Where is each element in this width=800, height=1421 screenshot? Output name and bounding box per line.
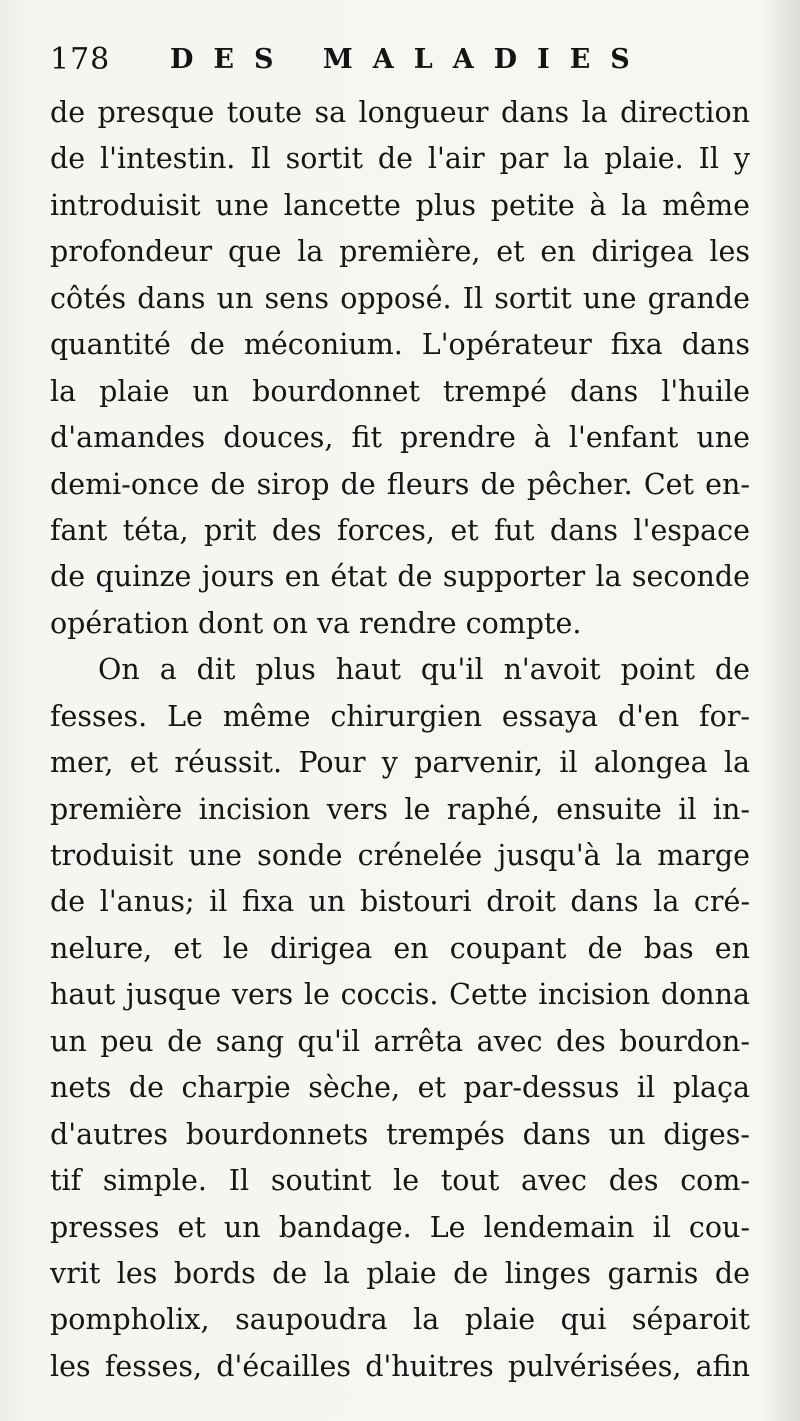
text-line: la plaie un bourdonnet trempé dans l'huile: [50, 374, 750, 408]
text-line: On a dit plus haut qu'il n'avoit point de: [98, 653, 750, 687]
text-line: les fesses, d'écailles d'huitres pulvérisées, afin: [50, 1349, 750, 1383]
text-line: côtés dans un sens opposé. Il sortit une grande: [50, 281, 750, 315]
text-line: un peu de sang qu'il arrêta avec des bourdon-: [50, 1024, 750, 1058]
text-line: fesses. Le même chirurgien essaya d'en for-: [50, 699, 750, 733]
text-line: de quinze jours en état de supporter la seconde: [50, 560, 750, 594]
body-text: [50, 90, 750, 1390]
text-line: pompholix, saupoudra la plaie qui séparoit: [50, 1303, 750, 1337]
text-line: profondeur que la première, et en dirigea les: [50, 235, 750, 269]
text-line: vrit les bords de la plaie de linges garnis de: [50, 1256, 750, 1290]
text-line: mer, et réussit. Pour y parvenir, il alongea la: [50, 746, 750, 780]
text-line: quantité de méconium. L'opérateur fixa dans: [50, 328, 750, 362]
text-line: d'amandes douces, fit prendre à l'enfant une: [50, 421, 750, 455]
text-line: introduisit une lancette plus petite à la même: [50, 188, 750, 222]
running-head: [50, 36, 750, 80]
text-line: fant téta, prit des forces, et fut dans l'espace: [50, 513, 750, 547]
text-line: nets de charpie sèche, et par-dessus il plaça: [50, 1071, 750, 1105]
text-line: opération dont on va rendre compte.: [50, 606, 582, 640]
text-line: troduisit une sonde crénelée jusqu'à la marge: [50, 839, 750, 872]
text-line: presses et un bandage. Le lendemain il cou-: [50, 1210, 750, 1244]
text-line: demi-once de sirop de fleurs de pêcher. Cet en-: [50, 467, 750, 501]
page-number: 178: [50, 42, 111, 77]
paragraph-1: [50, 90, 750, 647]
text-line: haut jusque vers le coccis. Cette incision donna: [50, 978, 750, 1012]
text-line: nelure, et le dirigea en coupant de bas en: [50, 931, 750, 965]
text-line: tif simple. Il soutint le tout avec des com-: [50, 1164, 750, 1198]
text-line: de l'intestin. Il sortit de l'air par la plaie. Il y: [50, 142, 750, 176]
page-edge-shadow: [760, 0, 800, 1421]
paragraph-2: [50, 647, 750, 1390]
text-line: d'autres bourdonnets trempés dans un diges-: [50, 1117, 750, 1151]
running-title: DES MALADIES: [170, 44, 650, 75]
text-line: de l'anus; il fixa un bistouri droit dans la cré-: [50, 885, 750, 919]
text-line: première incision vers le raphé, ensuite il in-: [50, 792, 750, 826]
text-line: de presque toute sa longueur dans la direction: [50, 96, 750, 129]
